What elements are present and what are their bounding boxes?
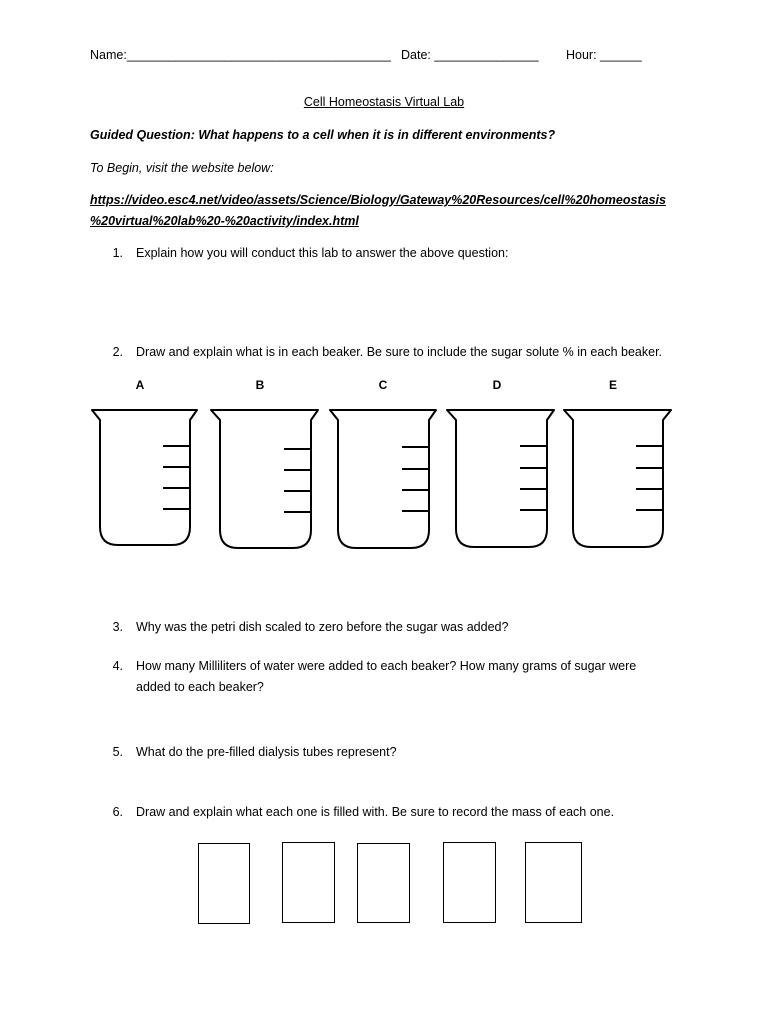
beaker-c-icon [330,410,436,548]
dialysis-tube-box-1 [198,843,250,924]
beaker-e-icon [564,410,671,547]
question-2-number: 2. [112,345,123,359]
website-link-line-1[interactable]: https://video.esc4.net/video/assets/Science/Biology/Gateway%20Resources/cell%20homeostasis [90,193,666,207]
beaker-b-icon [211,410,318,548]
beaker-d-icon [447,410,554,547]
question-3-text: Why was the petri dish scaled to zero before the sugar was added? [136,620,509,634]
question-2-text: Draw and explain what is in each beaker. Be sure to include the sugar solute % in each beaker. [136,345,663,359]
dialysis-tube-box-4 [443,842,496,923]
question-6-text: Draw and explain what each one is filled with. Be sure to record the mass of each one. [136,805,615,819]
question-5-number: 5. [112,745,123,759]
question-4-number: 4. [112,659,123,673]
beaker-label-c: C [378,378,388,392]
hour-field-label: Hour: ______ [566,48,642,62]
question-1-text: Explain how you will conduct this lab to answer the above question: [136,246,509,260]
name-field-label: Name:______________________________________ [90,48,391,62]
question-4-text-line-2: added to each beaker? [136,680,264,694]
website-link-line-2[interactable]: %20virtual%20lab%20-%20activity/index.html [90,214,359,228]
question-6-number: 6. [112,805,123,819]
dialysis-tube-box-2 [282,842,335,923]
question-4-text-line-1: How many Milliliters of water were added to each beaker? How many grams of sugar were [136,659,637,673]
dialysis-tube-box-3 [357,843,410,923]
dialysis-tube-box-5 [525,842,582,923]
intro-text: To Begin, visit the website below: [90,161,274,175]
question-3-number: 3. [112,620,123,634]
beaker-label-a: A [135,378,145,392]
beaker-a-icon [92,410,197,545]
beaker-label-b: B [255,378,265,392]
beaker-label-e: E [608,378,617,392]
question-5-text: What do the pre-filled dialysis tubes represent? [136,745,397,759]
question-1-number: 1. [112,246,123,260]
date-field-label: Date: _______________ [401,48,539,62]
beaker-label-d: D [492,378,502,392]
page-title: Cell Homeostasis Virtual Lab [303,95,465,109]
guided-question: Guided Question: What happens to a cell when it is in different environments? [90,128,556,142]
